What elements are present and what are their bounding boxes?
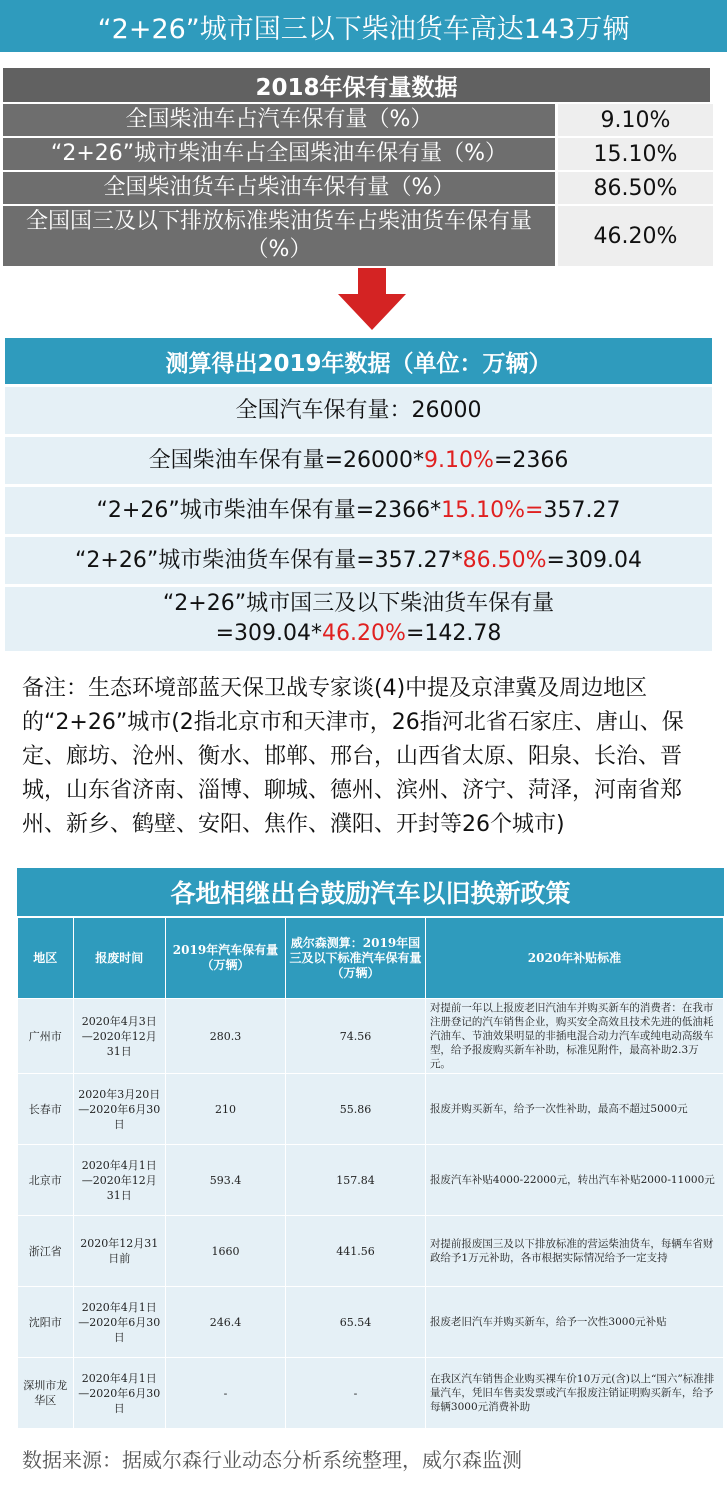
down-arrow-icon — [338, 268, 406, 330]
table-row — [18, 1145, 723, 1215]
cell-stock: - — [166, 1358, 285, 1428]
calc-percent: 9.10% — [424, 447, 494, 473]
cell-region: 浙江省 — [18, 1216, 73, 1286]
cell-region: 沈阳市 — [18, 1287, 73, 1357]
cell-estimate: 157.84 — [286, 1145, 425, 1215]
column-header: 2019年汽车保有量（万辆） — [166, 918, 285, 998]
calc-result: 357.27 — [543, 497, 621, 523]
table-row — [18, 1216, 723, 1286]
cell-period: 2020年4月1日—2020年6月30日 — [74, 1358, 165, 1428]
cell-period: 2020年4月3日—2020年12月31日 — [74, 999, 165, 1073]
row-value: 86.50% — [558, 172, 713, 204]
table-row — [18, 1074, 723, 1144]
cell-estimate: 55.86 — [286, 1074, 425, 1144]
table-row — [0, 138, 727, 170]
cell-region: 北京市 — [18, 1145, 73, 1215]
cell-standard: 报废并购买新车，给予一次性补助，最高不超过5000元 — [426, 1074, 723, 1144]
cell-estimate: - — [286, 1358, 425, 1428]
cell-period: 2020年12月31日前 — [74, 1216, 165, 1286]
calc-percent: 15.10%= — [441, 497, 544, 523]
calc-2019-panel — [5, 338, 712, 651]
cell-stock: 593.4 — [166, 1145, 285, 1215]
table-row — [0, 172, 727, 204]
column-header: 地区 — [18, 918, 73, 998]
calc-result: =2366 — [493, 447, 569, 473]
calc-result: =309.04 — [546, 547, 642, 573]
calc-text: 全国柴油车保有量=26000* — [148, 447, 425, 473]
table-row — [0, 104, 727, 136]
calc-line — [5, 587, 712, 651]
row-label: 全国柴油货车占柴油车保有量（%） — [3, 172, 555, 204]
cell-estimate: 441.56 — [286, 1216, 425, 1286]
policy-grid — [17, 917, 724, 1429]
row-label: 全国国三及以下排放标准柴油货车占柴油货车保有量（%） — [3, 206, 555, 266]
calc-line — [5, 437, 712, 484]
page-title: “2+26”城市国三以下柴油货车高达143万辆 — [0, 0, 727, 52]
calc-text: “2+26”城市柴油车保有量=2366* — [96, 497, 442, 523]
cell-stock: 1660 — [166, 1216, 285, 1286]
cell-standard: 对提前一年以上报废老旧汽油车并购买新车的消费者：在我市注册登记的汽车销售企业，购买安全高效且技术先进的低油耗汽油车、节油效果明显的非插电混合动力汽车或纯电动高级车型，给予报废购买新车补助，标准见附件，最高补助2.3万元。 — [426, 999, 723, 1073]
cell-stock: 280.3 — [166, 999, 285, 1073]
calc-line — [5, 387, 712, 434]
data-source: 数据来源：据威尔森行业动态分析系统整理，威尔森监测 — [22, 1448, 522, 1472]
cell-period: 2020年4月1日—2020年12月31日 — [74, 1145, 165, 1215]
cell-estimate: 74.56 — [286, 999, 425, 1073]
cell-standard: 报废老旧汽车并购买新车，给予一次性3000元补贴 — [426, 1287, 723, 1357]
calc-text: 全国汽车保有量：26000 — [235, 397, 482, 423]
table-row — [18, 999, 723, 1073]
policy-header: 各地相继出台鼓励汽车以旧换新政策 — [17, 868, 724, 916]
policy-table — [17, 868, 724, 1429]
cell-period: 2020年4月1日—2020年6月30日 — [74, 1287, 165, 1357]
calc-text: =309.04* — [215, 621, 323, 646]
table-row — [0, 206, 727, 266]
cell-region: 广州市 — [18, 999, 73, 1073]
cell-standard: 在我区汽车销售企业购买裸车价10万元(含)以上“国六”标准排量汽车，凭旧车售卖发票或汽车报废注销证明购买新车，给予每辆3000元消费补助 — [426, 1358, 723, 1428]
cell-stock: 246.4 — [166, 1287, 285, 1357]
table-row — [18, 1287, 723, 1357]
calc-percent: 86.50% — [462, 547, 547, 573]
cell-period: 2020年3月20日—2020年6月30日 — [74, 1074, 165, 1144]
column-header: 威尔森测算：2019年国三及以下标准汽车保有量（万辆） — [286, 918, 425, 998]
calc-line — [5, 537, 712, 584]
table-2018-header: 2018年保有量数据 — [3, 68, 710, 102]
calc-line — [5, 487, 712, 534]
row-label: “2+26”城市柴油车占全国柴油车保有量（%） — [3, 138, 555, 170]
row-value: 9.10% — [558, 104, 713, 136]
calc-result: =142.78 — [405, 621, 502, 646]
calc-2019-header: 测算得出2019年数据（单位：万辆） — [5, 338, 712, 384]
calc-text: “2+26”城市国三及以下柴油货车保有量 — [162, 591, 555, 616]
cell-standard: 报废汽车补贴4000-22000元，转出汽车补贴2000-11000元 — [426, 1145, 723, 1215]
row-value: 46.20% — [558, 206, 713, 266]
cell-estimate: 65.54 — [286, 1287, 425, 1357]
column-header: 报废时间 — [74, 918, 165, 998]
cell-stock: 210 — [166, 1074, 285, 1144]
calc-text: “2+26”城市柴油货车保有量=357.27* — [75, 547, 463, 573]
cell-region: 长春市 — [18, 1074, 73, 1144]
calc-percent: 46.20% — [322, 621, 406, 646]
cell-region: 深圳市龙华区 — [18, 1358, 73, 1428]
row-label: 全国柴油车占汽车保有量（%） — [3, 104, 555, 136]
table-2018 — [0, 68, 727, 266]
row-value: 15.10% — [558, 138, 713, 170]
column-header: 2020年补贴标准 — [426, 918, 723, 998]
table-header-row — [18, 918, 723, 998]
note-text: 备注：生态环境部蓝天保卫战专家谈(4)中提及京津冀及周边地区的“2+26”城市(2指北京市和天津市，26指河北省石家庄、唐山、保定、廊坊、沧州、衡水、邯郸、邢台，山西省太原、阳泉、长治、晋城，山东省济南、淄博、聊城、德州、滨州、济宁、菏泽，河南省郑州、新乡、鹤壁、安阳、焦作、濮阳、开封等26个城市) — [22, 676, 684, 837]
table-row — [18, 1358, 723, 1428]
cell-standard: 对提前报废国三及以下排放标准的营运柴油货车，每辆车省财政给予1万元补助，各市根据实际情况给予一定支持 — [426, 1216, 723, 1286]
